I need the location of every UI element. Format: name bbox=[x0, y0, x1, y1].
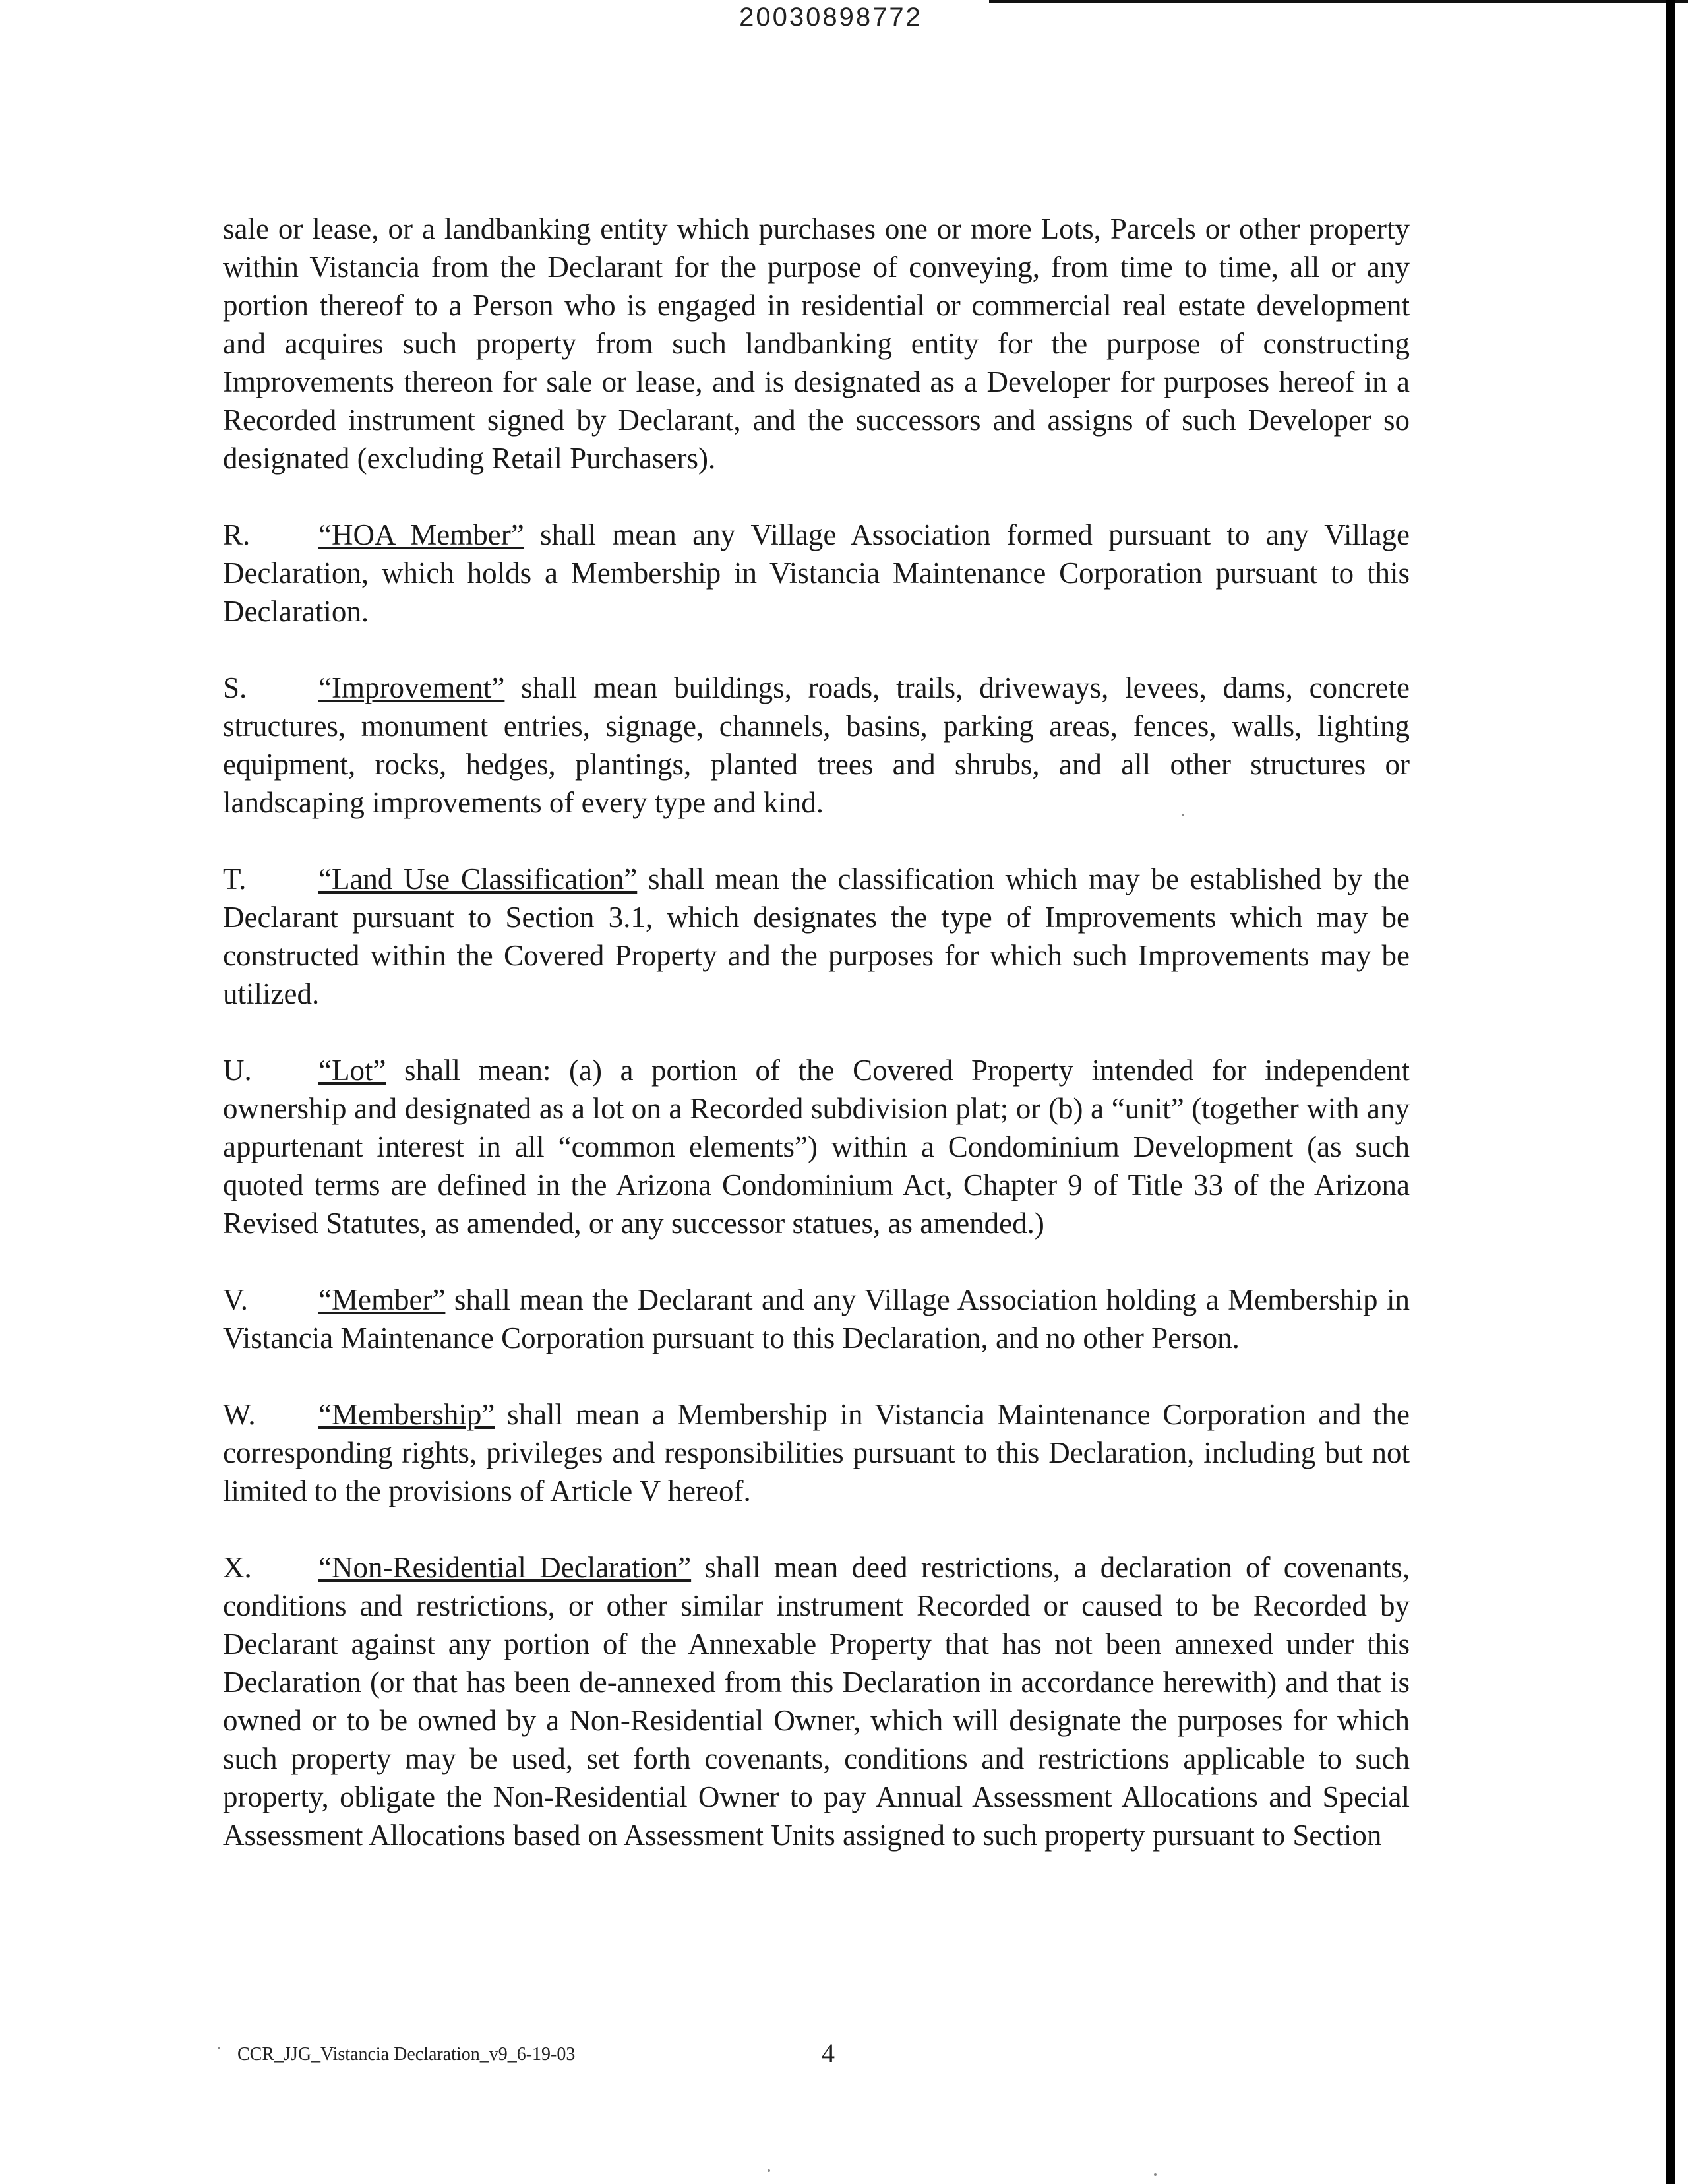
paragraph-x bbox=[223, 1548, 1410, 1854]
paragraph-letter: T. bbox=[223, 863, 247, 895]
document-body bbox=[223, 210, 1410, 1893]
paragraph-s bbox=[223, 669, 1410, 822]
top-rule bbox=[989, 0, 1688, 3]
paragraph-text: shall mean any Village Association formed pursuant to any Village Declaration, which holds a Membership in Vistancia Maintenance Corporation pursuant to this Declaration. bbox=[223, 518, 1410, 628]
paragraph-letter: X. bbox=[223, 1551, 252, 1584]
paragraph-continuation bbox=[223, 210, 1410, 477]
recording-number: 20030898772 bbox=[739, 3, 922, 32]
paragraph-w bbox=[223, 1395, 1410, 1510]
defined-term: “Non-Residential Declaration” bbox=[318, 1551, 692, 1584]
paragraph-letter: U. bbox=[223, 1054, 252, 1087]
paragraph-v bbox=[223, 1281, 1410, 1357]
paragraph-letter: V. bbox=[223, 1283, 248, 1316]
paragraph-text: shall mean: (a) a portion of the Covered Property intended for independent ownership and designated as a lot on a Recorded subdivision plat; or (b) a “unit” (together with any appurtenant interest in all “common elements”) within a Condominium Development (as such quoted terms are defined in the Arizona Condominium Act, Chapter 9 of Title 33 of the Arizona Revised Statutes, as amended, or any successor statues, as amended.) bbox=[223, 1054, 1410, 1240]
paragraph-text: shall mean a Membership in Vistancia Maintenance Corporation and the corresponding rights, privileges and responsibilities pursuant to this Declaration, including but not limited to the provisions of Article V hereof. bbox=[223, 1398, 1410, 1507]
paragraph-letter: W. bbox=[223, 1398, 256, 1431]
defined-term: “Member” bbox=[318, 1283, 446, 1316]
scan-speck bbox=[768, 2169, 770, 2172]
paragraph-letter: S. bbox=[223, 671, 247, 704]
defined-term: “Land Use Classification” bbox=[318, 863, 638, 895]
scan-speck bbox=[218, 2047, 220, 2049]
paragraph-letter: R. bbox=[223, 518, 251, 551]
right-edge-bar bbox=[1666, 0, 1675, 2184]
paragraph-text: shall mean deed restrictions, a declaration of covenants, conditions and restrictions, or other similar instrument Recorded or caused to be Recorded by Declarant against any portion of the Annexable Property that has not been annexed under this Declaration (or that has been de-annexed from this Declaration in accordance herewith) and that is owned or to be owned by a Non-Residential Owner, which will designate the purposes for which such property may be used, set forth covenants, conditions and restrictions applicable to such property, obligate the Non-Residential Owner to pay Annual Assessment Allocations and Special Assessment Allocations based on Assessment Units assigned to such property pursuant to Section bbox=[223, 1551, 1410, 1852]
paragraph-text: shall mean buildings, roads, trails, driveways, levees, dams, concrete structures, monument entries, signage, channels, basins, parking areas, fences, walls, lighting equipment, rocks, hedges, plantings, planted trees and shrubs, and all other structures or landscaping improvements of every type and kind. bbox=[223, 671, 1410, 819]
defined-term: “Lot” bbox=[318, 1054, 386, 1087]
paragraph-u bbox=[223, 1051, 1410, 1242]
paragraph-text: sale or lease, or a landbanking entity which purchases one or more Lots, Parcels or other property within Vistancia from the Declarant for the purpose of conveying, from time to time, all or any portion thereof to a Person who is engaged in residential or commercial real estate development and acquires such property from such landbanking entity for the purpose of constructing Improvements thereon for sale or lease, and is designated as a Developer for purposes hereof in a Recorded instrument signed by Declarant, and the successors and assigns of such Developer so designated (excluding Retail Purchasers). bbox=[223, 212, 1410, 475]
defined-term: “Membership” bbox=[318, 1398, 495, 1431]
paragraph-r bbox=[223, 516, 1410, 630]
scan-speck bbox=[1182, 814, 1184, 816]
footer-file-label: CCR_JJG_Vistancia Declaration_v9_6-19-03 bbox=[237, 2044, 576, 2065]
defined-term: “Improvement” bbox=[318, 671, 505, 704]
defined-term: “HOA Member” bbox=[318, 518, 524, 551]
paragraph-text: shall mean the classification which may be established by the Declarant pursuant to Section 3.1, which designates the type of Improvements which may be constructed within the Covered Property and the purposes for which such Improvements may be utilized. bbox=[223, 863, 1410, 1010]
paragraph-t bbox=[223, 860, 1410, 1013]
paragraph-text: shall mean the Declarant and any Village Association holding a Membership in Vistancia Maintenance Corporation pursuant to this Declaration, and no other Person. bbox=[223, 1283, 1410, 1354]
page-number: 4 bbox=[822, 2038, 835, 2068]
scan-speck bbox=[1154, 2173, 1157, 2176]
